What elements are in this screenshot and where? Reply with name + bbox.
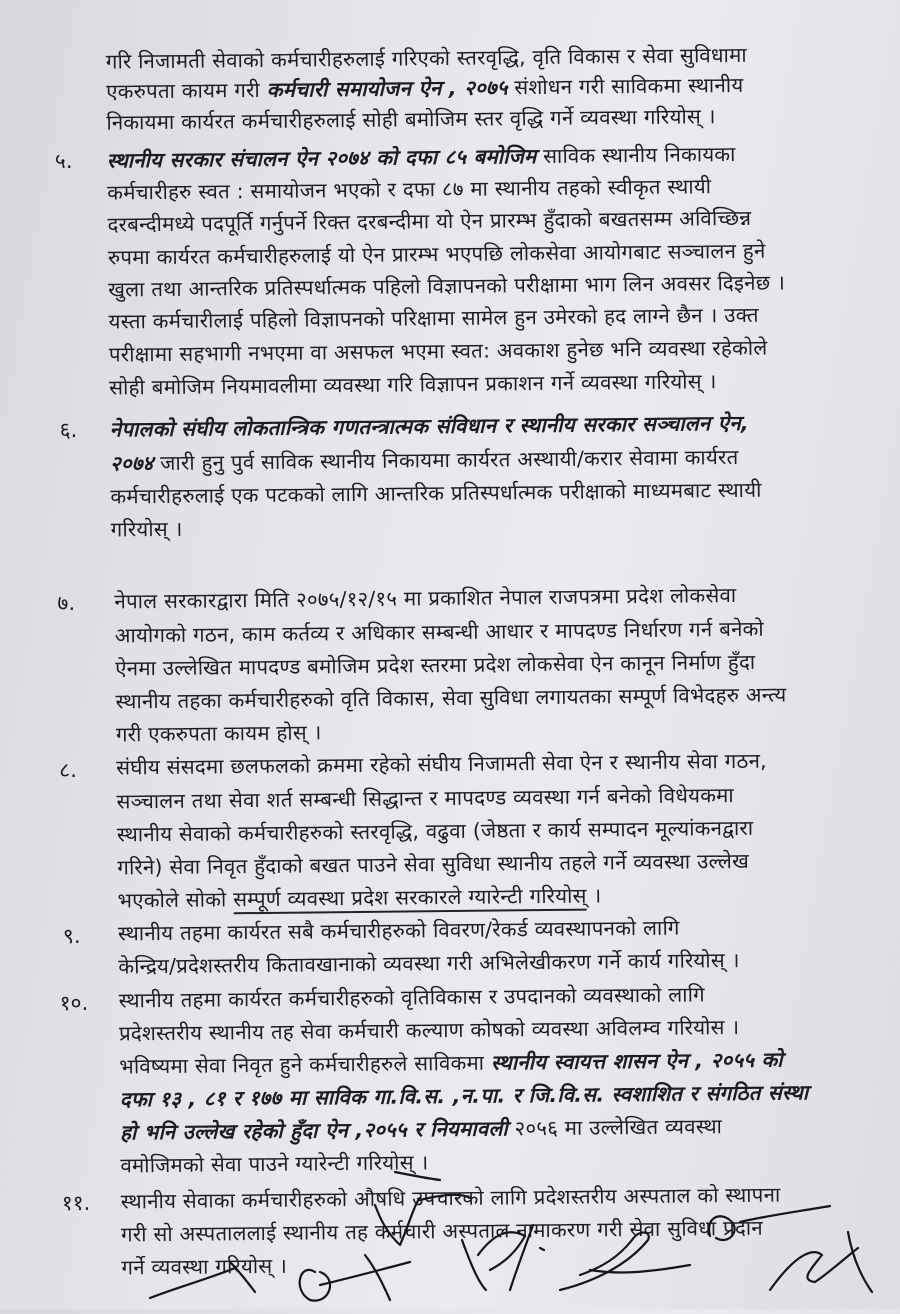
text-span: एकरुपता कायम गरी bbox=[106, 77, 261, 104]
bold-text: स्थानीय स्वायत्त शासन ऐन , २०५५ को bbox=[490, 1047, 783, 1075]
text-line: दरबन्दीमध्ये पदपूर्ति गर्नुपर्ने रिक्त दरबन्दीमा यो ऐन प्रारम्भ हुँदाको बखतसम्म अविच्छिन्न bbox=[107, 205, 752, 237]
text-line: परीक्षामा सहभागी नभएमा वा असफल भएमा स्वत: अवकाश हुनेछ भनि व्यवस्था रहेकोले bbox=[108, 335, 768, 367]
text-span: । bbox=[593, 883, 602, 908]
text-line: दफा १३ , ८१ र १७७ मा साविक गा.वि.स. ,न.पा. र जि.वि.स. स्वशाशित र संगठित संस्था bbox=[119, 1080, 809, 1112]
text-line: गरी सो अस्पताललाई स्थानीय तह कर्मचारी अस्पताल नामाकरण गरी सेवा सुविधा प्रदान bbox=[120, 1215, 763, 1247]
bold-text: स्थानीय सरकार संचालन ऐन २०७४ को दफा ८५ बमोजिम bbox=[106, 144, 537, 173]
signature-7 bbox=[770, 1232, 872, 1292]
item-number: ७. bbox=[57, 590, 76, 616]
item-number: ८. bbox=[59, 757, 77, 783]
text-line: गरियोस् । bbox=[110, 516, 183, 542]
item-number: ११. bbox=[61, 1190, 91, 1216]
signature-3 bbox=[375, 1198, 420, 1245]
signature-8 bbox=[395, 1172, 470, 1200]
text-line: सञ्चालन तथा सेवा शर्त सम्बन्धी सिद्धान्त र मापदण्ड व्यवस्था गर्न बनेको विधेयकमा bbox=[116, 783, 734, 814]
text-line: गरि निजामती सेवाको कर्मचारीहरुलाई गरिएको स्तरवृद्धि, वृति विकास र सेवा सुविधामा bbox=[105, 42, 747, 74]
text-line: स्थानीय तहका कर्मचारीहरुको वृति विकास, सेवा सुविधा लगायतका सम्पूर्ण विभेदहरु अन्त्य bbox=[115, 682, 787, 714]
text-line: केन्द्रिय/प्रदेशस्तरीय कितावखानाको व्यवस्था गरी अभिलेखीकरण गर्ने कार्य गरियोस् । bbox=[118, 947, 740, 979]
text-line: खुला तथा आन्तरिक प्रतिस्पर्धात्मक पहिलो विज्ञापनको परीक्षामा भाग लिन अवसर दिइनेछ । bbox=[108, 270, 786, 302]
text-span: भविष्यमा सेवा निवृत हुने कर्मचारीहरुले साविकमा bbox=[119, 1050, 485, 1079]
item-number: १०. bbox=[59, 990, 89, 1016]
text-line: गरी एकरुपता कायम होस् । bbox=[115, 720, 322, 747]
text-span: संशोधन गरी साविकमा स्थानीय bbox=[514, 72, 744, 100]
text-span: भएकोले सोको bbox=[117, 887, 227, 913]
text-line: स्थानीय सेवाका कर्मचारीहरुको औषधि उपचारको लागि प्रदेशस्तरीय अस्पताल को स्थापना bbox=[120, 1182, 781, 1214]
bold-text: हो भनि उल्लेख रहेको हुँदा ऐन ,२०५५ र नियमावली bbox=[119, 1116, 508, 1145]
text-line: ऐनमा उल्लेखित मापदण्ड बमोजिम प्रदेश स्तरमा प्रदेश लोकसेवा ऐन कानून निर्माण हुँदा bbox=[115, 649, 756, 681]
text-line: स्थानीय तहमा कार्यरत सबै कर्मचारीहरुको विवरण/रेकर्ड व्यवस्थापनको लागि bbox=[117, 915, 680, 946]
text-line: संघीय संसदमा छलफलको क्रममा रहेको संघीय निजामती सेवा ऐन र स्थानीय सेवा गठन, bbox=[116, 748, 767, 780]
signature-2 bbox=[300, 1255, 410, 1301]
item-number: ९. bbox=[62, 923, 81, 949]
signature-1 bbox=[150, 1262, 255, 1298]
text-line: गर्ने व्यवस्था गरियोस् । bbox=[121, 1253, 288, 1280]
text-line: स्थानीय सेवाको कर्मचारीहरुको स्तरवृद्धि, वढुवा (जेष्ठता र कार्य सम्पादन मूल्यांकनद्वारा bbox=[116, 815, 754, 847]
text-span: साविक स्थानीय निकायका bbox=[543, 141, 736, 168]
signature-4 bbox=[462, 1225, 544, 1290]
text-line: निकायमा कार्यरत कर्मचारीहरुलाई सोही बमोजिम स्तर वृद्धि गर्ने व्यवस्था गरियोस् । bbox=[106, 104, 716, 135]
signature-5 bbox=[560, 1232, 690, 1290]
text-line: यस्ता कर्मचारीलाई पहिलो विज्ञापनको परिक्षामा सामेल हुन उमेरको हद लाग्ने छैन । उक्त bbox=[108, 302, 759, 334]
text-line: स्थानीय तहमा कार्यरत कर्मचारीहरुको वृतिविकास र उपदानको व्यवस्थाको लागि bbox=[118, 982, 705, 1013]
text-line: गरिने) सेवा निवृत हुँदाको बखत पाउने सेवा सुविधा स्थानीय तहले गर्ने व्यवस्था उल्लेख bbox=[117, 848, 750, 880]
bold-text: २०७४ bbox=[109, 451, 154, 476]
item-number: ५. bbox=[54, 148, 73, 174]
text-span: २०५६ मा उल्लेखित व्यवस्था bbox=[514, 1114, 723, 1141]
text-line: सोही बमोजिम नियमावलीमा व्यवस्था गरि विज्ञापन प्रकाशन गर्ने व्यवस्था गरियोस् । bbox=[109, 369, 717, 400]
text-line: वमोजिमको सेवा पाउने ग्यारेन्टी गरियोस् । bbox=[120, 1150, 429, 1178]
text-line: नेपालको संघीय लोकतान्त्रिक गणतन्त्रात्मक संविधान र स्थानीय सरकार सञ्चालन ऐन, bbox=[109, 410, 749, 442]
text-line: रुपमा कार्यरत कर्मचारीहरुलाई यो ऐन प्रारम्भ भएपछि लोकसेवा आयोगबाट सञ्चालन हुने bbox=[107, 238, 766, 270]
signature-6 bbox=[709, 1206, 830, 1240]
text-line: प्रदेशस्तरीय स्थानीय तह सेवा कर्मचारी कल्याण कोषको व्यवस्था अविलम्व गरियोस । bbox=[118, 1014, 740, 1046]
text-line: नेपाल सरकारद्वारा मिति २०७५/१२/१५ मा प्रकाशित नेपाल राजपत्रमा प्रदेश लोकसेवा bbox=[114, 582, 737, 614]
item-number: ६. bbox=[59, 417, 78, 443]
text-line: आयोगको गठन, काम कर्तव्य र अधिकार सम्बन्धी आधार र मापदण्ड निर्धारण गर्न बनेको bbox=[114, 616, 764, 648]
text-line: कर्मचारीहरु स्वत : समायोजन भएको र दफा ८७ मा स्थानीय तहको स्वीकृत स्थायी bbox=[107, 174, 712, 205]
text-span: जारी हुनु पुर्व साविक स्थानीय निकायमा कार्यरत अस्थायी/करार सेवामा कार्यरत bbox=[160, 444, 739, 476]
bold-text: कर्मचारी समायोजन ऐन , २०७५ bbox=[266, 75, 508, 102]
underlined-text: सम्पूर्ण व्यवस्था प्रदेश सरकारले ग्यारेन्टी गरियोस् bbox=[233, 884, 587, 915]
text-line: कर्मचारीहरुलाई एक पटकको लागि आन्तरिक प्रतिस्पर्धात्मक परीक्षाको माध्यमबाट स्थायी bbox=[110, 477, 762, 509]
